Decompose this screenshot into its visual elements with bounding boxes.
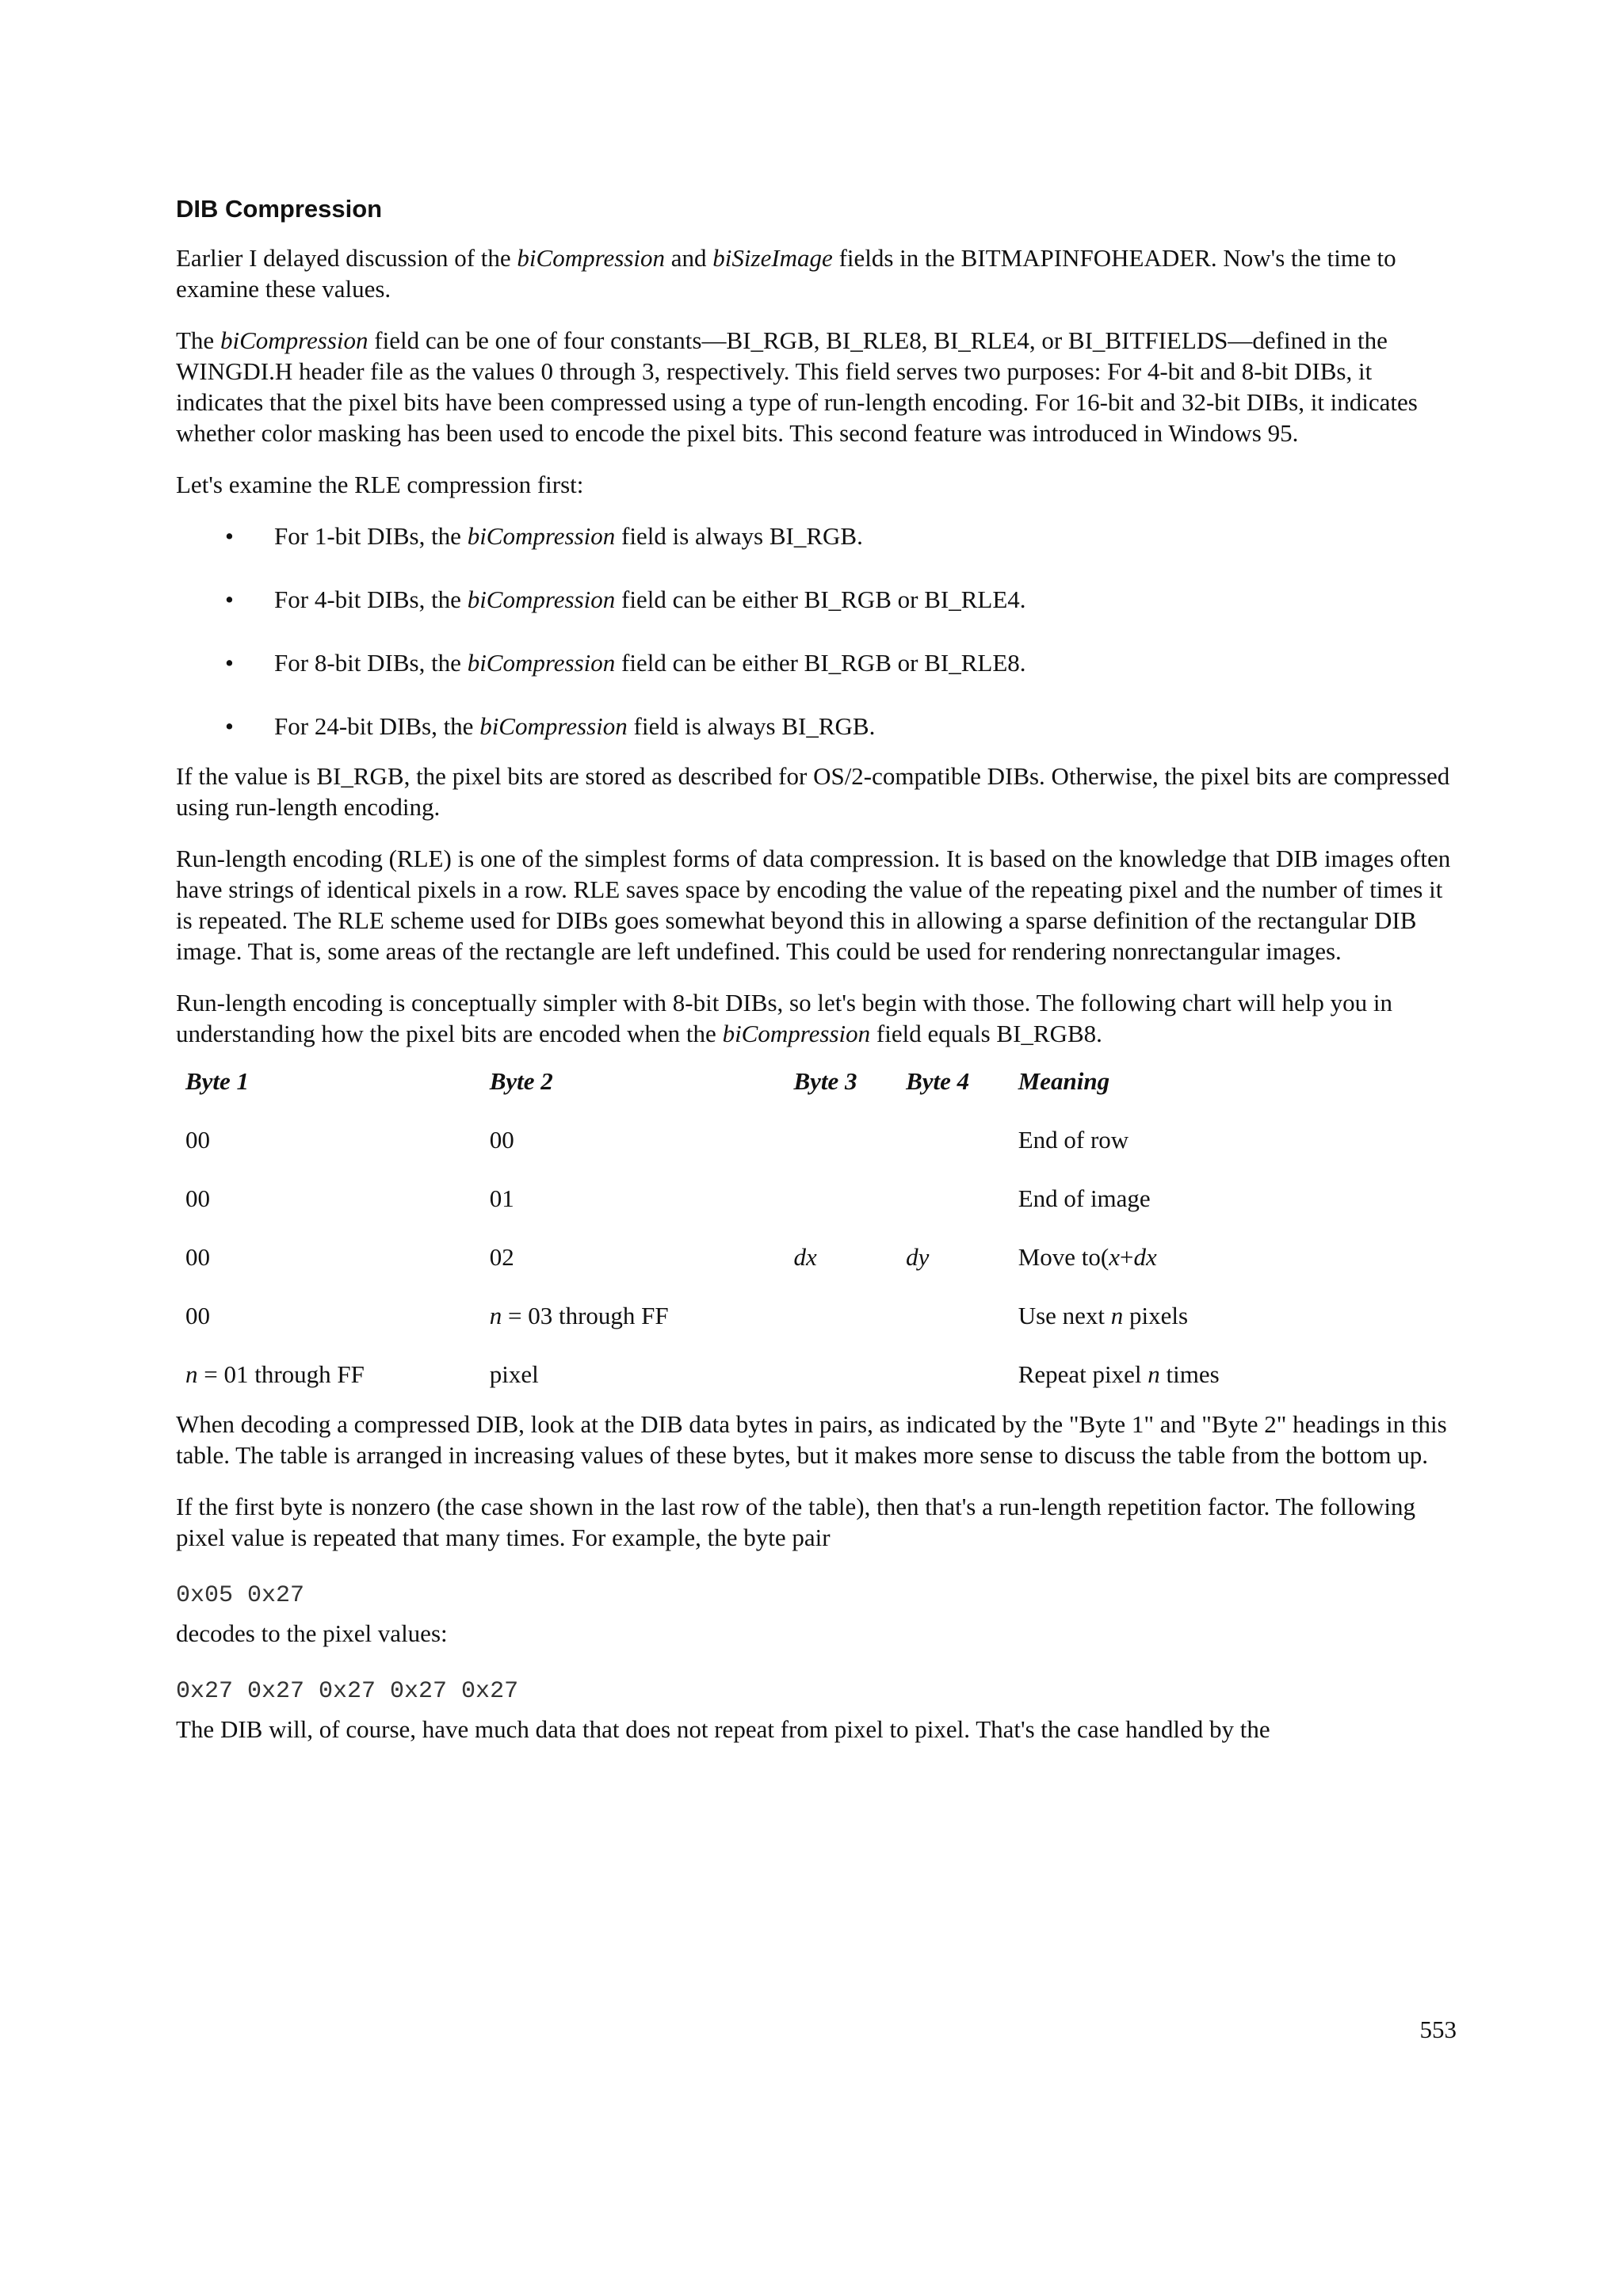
- paragraph-decoding: When decoding a compressed DIB, look at the DIB data bytes in pairs, as indicated by the "Byte 1" and "Byte 2" headings in this table. The table is arranged in increasing values of these bytes, but it makes more sense to discuss the table from the bottom up.: [176, 1410, 1447, 1469]
- bullet-icon: •: [225, 522, 234, 550]
- table-cell: 00: [185, 1126, 210, 1154]
- text-run: field can be one of four constants—BI_RGB, BI_RLE8, BI_RLE4, or BI_BITFIELDS—defined in the WINGDI.H header file as the values 0 through 3, respectively. This field serves two purposes: For 4-bit and 8-bit DIBs, it indicates that the pixel bits have been compressed using a type of run-length encoding. For 16-bit and 32-bit DIBs, it indicates whether color masking has been used to encode the pixel bits. This second feature was introduced in Windows 95.: [176, 326, 1418, 447]
- list-item: [176, 711, 1458, 742]
- variable: n: [1148, 1360, 1160, 1388]
- paragraph-chart-intro: [176, 987, 1458, 1049]
- table-row: [176, 1169, 1458, 1228]
- text-run: = 01 through FF: [197, 1360, 365, 1388]
- text-run: +: [1119, 1243, 1134, 1271]
- table-cell: 00: [185, 1243, 210, 1271]
- field-name: biCompression: [517, 244, 666, 272]
- table-row: [176, 1345, 1458, 1404]
- text-run: field is always BI_RGB.: [627, 712, 876, 740]
- text-run: field equals BI_RGB8.: [870, 1020, 1102, 1047]
- table-row: [176, 1287, 1458, 1345]
- code-sample-pixels: 0x27 0x27 0x27 0x27 0x27: [176, 1678, 519, 1705]
- section-heading: DIB Compression: [176, 195, 383, 223]
- table-cell: [896, 1287, 1009, 1345]
- text-run: field can be either BI_RGB or BI_RLE8.: [615, 649, 1026, 677]
- table-cell: 02: [489, 1243, 514, 1271]
- paragraph-rle-description: Run-length encoding (RLE) is one of the simplest forms of data compression. It is based on the knowledge that DIB images often have strings of identical pixels in a row. RLE saves space by encoding the value of the repeating pixel and the number of times it is repeated. The RLE scheme used for DIBs goes somewhat beyond this in allowing a sparse definition of the rectangular DIB image. That is, some areas of the rectangle are left undefined. This could be used for rendering nonrectangular images.: [176, 845, 1451, 965]
- table-cell: [1009, 1228, 1458, 1287]
- table-cell: dy: [906, 1243, 930, 1271]
- list-item: [176, 647, 1458, 678]
- text-run: For 8-bit DIBs, the: [274, 649, 468, 677]
- column-header: Meaning: [1018, 1067, 1110, 1095]
- table-cell: [1009, 1287, 1458, 1345]
- table-row: [176, 1111, 1458, 1169]
- field-name: biCompression: [467, 649, 616, 677]
- table-cell: End of image: [1018, 1184, 1151, 1212]
- field-name: biCompression: [467, 522, 616, 550]
- table-cell: dx: [793, 1243, 817, 1271]
- text-run: Run-length encoding is conceptually simpler with 8-bit DIBs, so let's begin with those. The following chart will help you in understanding how the pixel bits are encoded when the: [176, 989, 1392, 1047]
- variable: n: [185, 1360, 198, 1388]
- text-run: Move to(: [1018, 1243, 1109, 1271]
- table-cell: [896, 1111, 1009, 1169]
- table-cell: 00: [185, 1302, 210, 1329]
- variable: dx: [1133, 1243, 1157, 1271]
- table-cell: [784, 1111, 896, 1169]
- table-cell: [784, 1345, 896, 1404]
- table-cell: [1009, 1345, 1458, 1404]
- document-page: [176, 193, 1458, 1765]
- table-cell: 00: [489, 1126, 514, 1154]
- text-run: times: [1159, 1360, 1220, 1388]
- paragraph-repetition: If the first byte is nonzero (the case shown in the last row of the table), then that's a run-length repetition factor. The following pixel value is repeated that many times. For example, the byte pair: [176, 1493, 1416, 1551]
- text-run: For 4-bit DIBs, the: [274, 585, 468, 613]
- text-run: Earlier I delayed discussion of the: [176, 244, 517, 272]
- variable: x: [1109, 1243, 1120, 1271]
- field-name: biSizeImage: [712, 244, 833, 272]
- bullet-list: [176, 521, 1458, 742]
- variable: n: [489, 1302, 502, 1329]
- field-name: biCompression: [479, 712, 628, 740]
- field-name: biCompression: [220, 326, 369, 354]
- table-cell: [784, 1287, 896, 1345]
- paragraph-non-repeating: The DIB will, of course, have much data that does not repeat from pixel to pixel. That's the case handled by the: [176, 1715, 1270, 1743]
- list-item: [176, 521, 1458, 551]
- text-run: Use next: [1018, 1302, 1111, 1329]
- table-cell: [896, 1345, 1009, 1404]
- text-run: Repeat pixel: [1018, 1360, 1148, 1388]
- paragraph-decodes: decodes to the pixel values:: [176, 1619, 448, 1647]
- text-run: fields in the BITMAPINFOHEADER. Now's the time to examine these values.: [176, 244, 1396, 303]
- table-row: [176, 1228, 1458, 1287]
- column-header: Byte 2: [489, 1067, 553, 1095]
- rle-encoding-table: [176, 1052, 1458, 1404]
- text-run: The: [176, 326, 220, 354]
- field-name: biCompression: [722, 1020, 871, 1047]
- text-run: For 1-bit DIBs, the: [274, 522, 468, 550]
- table-cell: 01: [489, 1184, 514, 1212]
- text-run: field can be either BI_RGB or BI_RLE4.: [615, 585, 1026, 613]
- text-run: field is always BI_RGB.: [615, 522, 863, 550]
- table-cell: [176, 1345, 480, 1404]
- column-header: Byte 4: [906, 1067, 970, 1095]
- table-cell: pixel: [489, 1360, 539, 1388]
- paragraph-constants: [176, 325, 1458, 448]
- bullet-icon: •: [225, 712, 234, 740]
- table-cell: 00: [185, 1184, 210, 1212]
- code-sample-byte-pair: 0x05 0x27: [176, 1582, 305, 1609]
- column-header: Byte 3: [793, 1067, 857, 1095]
- text-run: = 03 through FF: [502, 1302, 669, 1329]
- table-cell: End of row: [1018, 1126, 1129, 1154]
- text-run: pixels: [1123, 1302, 1189, 1329]
- field-name: biCompression: [467, 585, 616, 613]
- page-number: 553: [1419, 2016, 1457, 2043]
- variable: n: [1110, 1302, 1124, 1329]
- paragraph-rle-intro: Let's examine the RLE compression first:: [176, 471, 584, 498]
- column-header: Byte 1: [185, 1067, 250, 1095]
- list-item: [176, 584, 1458, 615]
- bullet-icon: •: [225, 649, 234, 677]
- table-cell: [896, 1169, 1009, 1228]
- table-cell: [480, 1287, 785, 1345]
- paragraph-bi-rgb: If the value is BI_RGB, the pixel bits are stored as described for OS/2-compatible DIBs. Otherwise, the pixel bits are compressed using run-length encoding.: [176, 762, 1450, 821]
- table-cell: [784, 1169, 896, 1228]
- table-header-row: [176, 1052, 1458, 1111]
- text-run: and: [665, 244, 713, 272]
- bullet-icon: •: [225, 585, 234, 613]
- paragraph-intro: [176, 242, 1458, 304]
- text-run: For 24-bit DIBs, the: [274, 712, 480, 740]
